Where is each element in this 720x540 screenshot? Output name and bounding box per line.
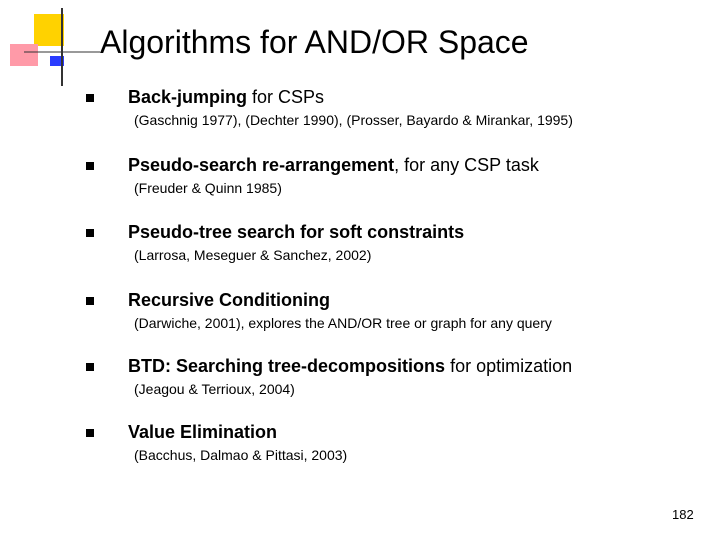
page-number: 182	[672, 507, 694, 522]
list-item-title-bold: Value Elimination	[128, 422, 278, 442]
bullet-icon	[86, 297, 94, 305]
list-item-reference: (Freuder & Quinn 1985)	[134, 180, 282, 196]
list-item-title-bold: BTD: Searching tree-decompositions	[128, 356, 446, 376]
list-item-reference: (Jeagou & Terrioux, 2004)	[134, 381, 295, 397]
list-item-title-rest: , for any CSP task	[394, 155, 539, 175]
list-item-title	[128, 289, 330, 311]
list-item-title	[128, 355, 572, 377]
bullet-icon	[86, 229, 94, 237]
bullet-icon	[86, 363, 94, 371]
list-item-title	[128, 154, 539, 176]
list-item-title	[128, 421, 277, 443]
list-item-title-rest: for CSPs	[247, 87, 325, 107]
list-item-title-bold: Back-jumping	[128, 87, 248, 107]
list-item-reference: (Bacchus, Dalmao & Pittasi, 2003)	[134, 447, 348, 463]
list-item-reference: (Larrosa, Meseguer & Sanchez, 2002)	[134, 247, 372, 263]
list-item-title-bold: Pseudo-tree search for soft constraints	[128, 222, 465, 242]
list-item-title-bold: Pseudo-search re-arrangement	[128, 155, 395, 175]
list-item-title-bold: Recursive Conditioning	[128, 290, 331, 310]
list-item-title	[128, 86, 324, 108]
bullet-icon	[86, 94, 94, 102]
list-item-reference: (Darwiche, 2001), explores the AND/OR tree or graph for any query	[134, 315, 552, 331]
bullet-icon	[86, 429, 94, 437]
list-item-title	[128, 221, 464, 243]
bullet-icon	[86, 162, 94, 170]
list-item-title-rest: for optimization	[445, 356, 573, 376]
list-item-reference: (Gaschnig 1977), (Dechter 1990), (Prosser, Bayardo & Mirankar, 1995)	[134, 112, 573, 128]
slide-title: Algorithms for AND/OR Space	[100, 24, 529, 60]
